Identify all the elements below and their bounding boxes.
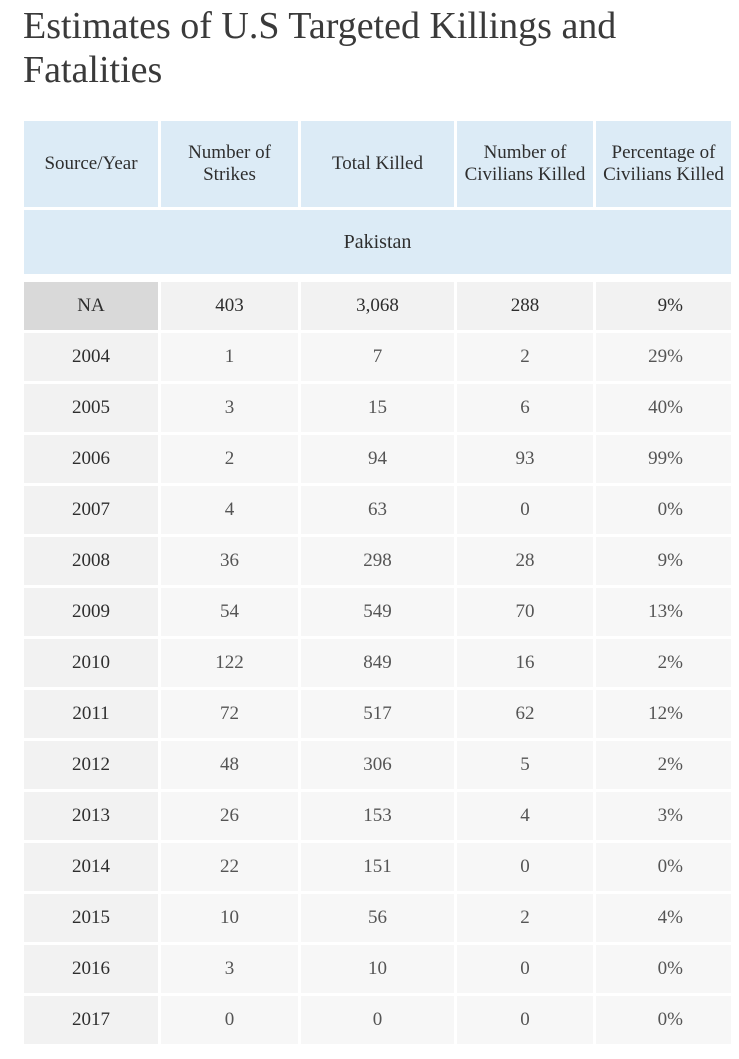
table-row [24, 894, 731, 942]
fatalities-table-container [24, 118, 731, 1047]
table-row [24, 996, 731, 1044]
cell-total-killed: 549 [301, 588, 454, 636]
cell-civilians-killed: 16 [457, 639, 593, 687]
table-row [24, 435, 731, 483]
section-row [24, 210, 731, 274]
cell-total-killed: 10 [301, 945, 454, 993]
cell-strikes: 1 [161, 333, 298, 381]
cell-year: NA [24, 282, 158, 330]
fatalities-table [21, 118, 734, 1047]
cell-year: 2008 [24, 537, 158, 585]
cell-total-killed: 517 [301, 690, 454, 738]
cell-civilians-killed: 0 [457, 843, 593, 891]
cell-year: 2017 [24, 996, 158, 1044]
cell-civilians-killed: 0 [457, 996, 593, 1044]
cell-civilians-killed: 4 [457, 792, 593, 840]
cell-civilians-killed: 62 [457, 690, 593, 738]
cell-pct-civilians: 13% [596, 588, 731, 636]
table-row [24, 741, 731, 789]
table-row [24, 333, 731, 381]
cell-strikes: 3 [161, 384, 298, 432]
cell-total-killed: 153 [301, 792, 454, 840]
table-row [24, 945, 731, 993]
cell-pct-civilians: 12% [596, 690, 731, 738]
cell-pct-civilians: 0% [596, 486, 731, 534]
cell-civilians-killed: 2 [457, 894, 593, 942]
cell-civilians-killed: 6 [457, 384, 593, 432]
cell-year: 2006 [24, 435, 158, 483]
cell-year: 2010 [24, 639, 158, 687]
cell-strikes: 72 [161, 690, 298, 738]
cell-strikes: 10 [161, 894, 298, 942]
spacer-cell [24, 277, 731, 279]
cell-year: 2012 [24, 741, 158, 789]
cell-year: 2004 [24, 333, 158, 381]
cell-year: 2016 [24, 945, 158, 993]
cell-year: 2013 [24, 792, 158, 840]
cell-strikes: 22 [161, 843, 298, 891]
cell-total-killed: 63 [301, 486, 454, 534]
header-row [24, 121, 731, 207]
cell-year: 2015 [24, 894, 158, 942]
cell-pct-civilians: 0% [596, 996, 731, 1044]
cell-strikes: 3 [161, 945, 298, 993]
cell-strikes: 54 [161, 588, 298, 636]
table-header [24, 121, 731, 207]
cell-civilians-killed: 2 [457, 333, 593, 381]
cell-civilians-killed: 5 [457, 741, 593, 789]
table-row [24, 690, 731, 738]
header-total-killed: Total Killed [301, 121, 454, 207]
cell-strikes: 122 [161, 639, 298, 687]
header-pct-civilians: Percentage of Civilians Killed [596, 121, 731, 207]
cell-pct-civilians: 40% [596, 384, 731, 432]
table-row [24, 588, 731, 636]
cell-civilians-killed: 288 [457, 282, 593, 330]
cell-civilians-killed: 0 [457, 945, 593, 993]
cell-total-killed: 3,068 [301, 282, 454, 330]
cell-pct-civilians: 3% [596, 792, 731, 840]
cell-civilians-killed: 0 [457, 486, 593, 534]
cell-year: 2011 [24, 690, 158, 738]
cell-civilians-killed: 28 [457, 537, 593, 585]
table-body [24, 210, 731, 1044]
cell-total-killed: 298 [301, 537, 454, 585]
cell-pct-civilians: 9% [596, 282, 731, 330]
cell-year: 2005 [24, 384, 158, 432]
table-row [24, 486, 731, 534]
cell-pct-civilians: 99% [596, 435, 731, 483]
cell-total-killed: 0 [301, 996, 454, 1044]
cell-strikes: 403 [161, 282, 298, 330]
cell-year: 2007 [24, 486, 158, 534]
page-title: Estimates of U.S Targeted Killings and Fatalities [23, 5, 617, 91]
cell-pct-civilians: 2% [596, 639, 731, 687]
cell-pct-civilians: 9% [596, 537, 731, 585]
cell-pct-civilians: 4% [596, 894, 731, 942]
section-label: Pakistan [24, 210, 731, 274]
cell-pct-civilians: 0% [596, 945, 731, 993]
header-source-year: Source/Year [24, 121, 158, 207]
cell-total-killed: 306 [301, 741, 454, 789]
cell-strikes: 0 [161, 996, 298, 1044]
table-row [24, 792, 731, 840]
cell-total-killed: 151 [301, 843, 454, 891]
cell-strikes: 2 [161, 435, 298, 483]
cell-pct-civilians: 29% [596, 333, 731, 381]
cell-civilians-killed: 70 [457, 588, 593, 636]
cell-year: 2009 [24, 588, 158, 636]
cell-strikes: 36 [161, 537, 298, 585]
cell-total-killed: 15 [301, 384, 454, 432]
table-row [24, 282, 731, 330]
cell-total-killed: 7 [301, 333, 454, 381]
cell-pct-civilians: 0% [596, 843, 731, 891]
cell-year: 2014 [24, 843, 158, 891]
cell-strikes: 48 [161, 741, 298, 789]
cell-strikes: 4 [161, 486, 298, 534]
table-row [24, 384, 731, 432]
header-civilians-killed: Number of Civilians Killed [457, 121, 593, 207]
cell-strikes: 26 [161, 792, 298, 840]
section-spacer [24, 277, 731, 279]
table-row [24, 843, 731, 891]
cell-pct-civilians: 2% [596, 741, 731, 789]
cell-total-killed: 849 [301, 639, 454, 687]
cell-total-killed: 94 [301, 435, 454, 483]
cell-civilians-killed: 93 [457, 435, 593, 483]
table-row [24, 537, 731, 585]
cell-total-killed: 56 [301, 894, 454, 942]
header-strikes: Number of Strikes [161, 121, 298, 207]
table-row [24, 639, 731, 687]
